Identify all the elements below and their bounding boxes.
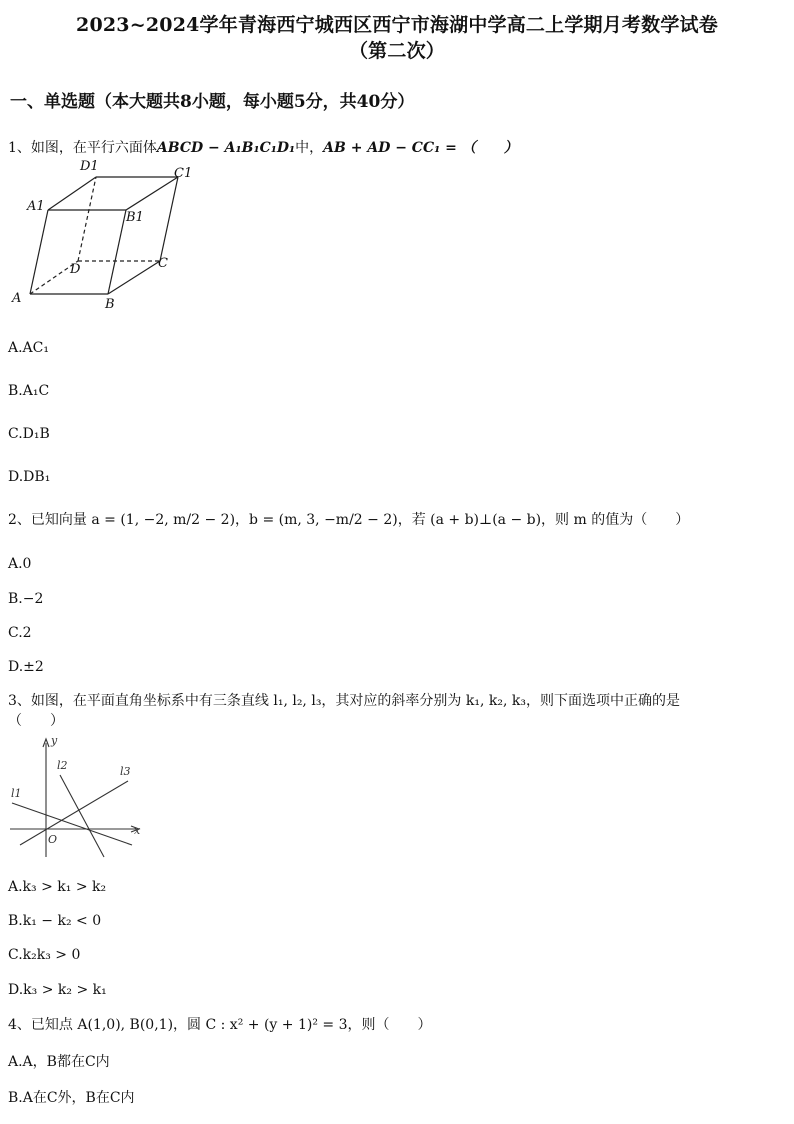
q2-option-b[interactable]: B.−2 [8, 591, 44, 607]
q3-option-c[interactable]: C.k₂k₃ > 0 [8, 947, 81, 963]
q4-option-b[interactable]: B.A在C外，B在C内 [8, 1090, 135, 1106]
title-line-1: 2023~2024学年青海西宁城西区西宁市海湖中学高二上学期月考数学试卷 [76, 14, 718, 36]
label-l3: l3 [120, 765, 131, 778]
q1-option-b[interactable]: B.A₁C [8, 383, 50, 399]
question-4: 4、已知点 A(1,0), B(0,1)，圆 C : x² + (y + 1)² = 3，则（ ） [8, 1017, 432, 1033]
question-1-solid-name: ABCD − A₁B₁C₁D₁ [156, 140, 296, 156]
q2-option-d[interactable]: D.±2 [8, 659, 44, 675]
q2-option-c[interactable]: C.2 [8, 625, 32, 641]
parallelepiped-figure [8, 155, 198, 315]
label-y-axis: y [51, 734, 58, 747]
exam-title [0, 12, 794, 64]
label-d1: D1 [80, 159, 99, 174]
q1-option-d[interactable]: D.DB₁ [8, 469, 51, 485]
q3-option-b[interactable]: B.k₁ − k₂ < 0 [8, 913, 102, 929]
question-1-expression: AB + AD − CC₁ = （ ） [323, 140, 518, 156]
question-1-prefix: 如图，在平行六面体 [30, 140, 157, 156]
q3-option-a[interactable]: A.k₃ > k₁ > k₂ [8, 879, 107, 895]
question-3 [8, 691, 786, 731]
label-b1: B1 [126, 210, 144, 225]
question-3-line-1: 3、如图，在平面直角坐标系中有三条直线 l₁, l₂, l₃，其对应的斜率分别为 k₁, k₂, k₃，则下面选项中正确的是 [8, 693, 680, 709]
label-l1: l1 [11, 787, 22, 800]
label-x-axis: x [134, 824, 141, 837]
question-1-number: 1、 [8, 140, 31, 156]
q3-option-d[interactable]: D.k₃ > k₂ > k₁ [8, 982, 107, 998]
label-c1: C1 [174, 166, 193, 181]
q2-option-a[interactable]: A.0 [8, 556, 32, 572]
label-d: D [70, 262, 81, 277]
label-a1: A1 [27, 199, 45, 214]
label-a: A [12, 291, 22, 306]
label-l2: l2 [57, 759, 68, 772]
title-line-2: （第二次） [348, 40, 445, 62]
q1-option-c[interactable]: C.D₁B [8, 426, 50, 442]
question-3-line-2: （ ） [8, 713, 64, 729]
label-origin: O [48, 833, 58, 846]
label-c: C [158, 256, 168, 271]
section-heading-single-choice: 一、单选题（本大题共8小题，每小题5分，共40分） [10, 92, 415, 112]
q4-option-a[interactable]: A.A，B都在C内 [8, 1054, 110, 1070]
question-2: 2、已知向量 a = (1, −2, m/2 − 2)，b = (m, 3, −m/2 − 2)，若 (a + b)⊥(a − b)，则 m 的值为（ ） [8, 512, 690, 528]
question-1-mid: 中， [295, 140, 324, 156]
q1-option-a[interactable]: A.AC₁ [8, 340, 49, 356]
label-b: B [105, 297, 115, 312]
three-lines-coordinate-figure [8, 733, 148, 863]
